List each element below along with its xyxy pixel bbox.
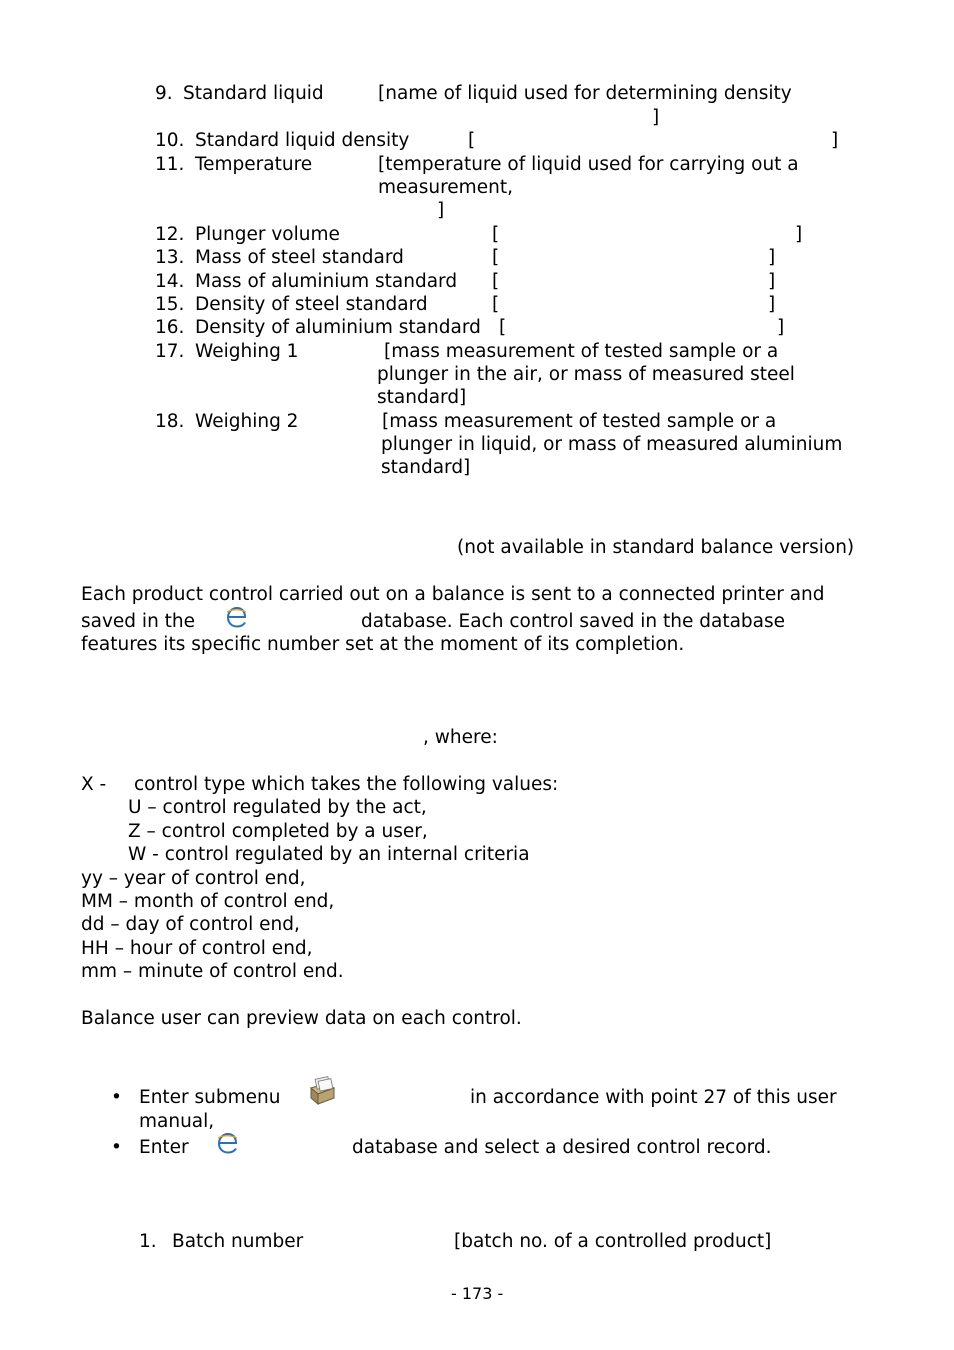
definition-text: control type which takes the following values:: [134, 774, 559, 795]
list-item-description: [temperature of liquid used for carrying out a: [378, 154, 799, 175]
list-item-label: Density of aluminium standard: [195, 317, 481, 338]
definition-key: X -: [81, 774, 107, 795]
list-item-description: standard]: [377, 387, 467, 408]
list-item-label: Standard liquid density: [195, 130, 410, 151]
card-file-box-icon: [307, 1076, 337, 1106]
list-item-label: Weighing 1: [195, 341, 299, 362]
bullet-dot: •: [111, 1087, 122, 1108]
definition-line: HH – hour of control end,: [81, 938, 313, 959]
open-bracket: [: [492, 294, 500, 315]
list-item-description: plunger in the air, or mass of measured steel: [377, 364, 795, 385]
close-bracket: ]: [831, 130, 839, 151]
close-bracket: ]: [768, 271, 776, 292]
open-bracket: [: [468, 130, 476, 151]
list-item-number: 12.: [155, 224, 185, 245]
bullet-text: database and select a desired control record.: [352, 1137, 772, 1158]
list-item-number: 17.: [155, 341, 185, 362]
list-item-number: 9.: [155, 83, 173, 104]
list-item-number: 10.: [155, 130, 185, 151]
list-item-label: Mass of aluminium standard: [195, 271, 458, 292]
list-item-description: [mass measurement of tested sample or a: [384, 341, 779, 362]
where-text: , where:: [423, 727, 498, 748]
definition-line: mm – minute of control end.: [81, 961, 344, 982]
paragraph-line: saved in the: [81, 611, 196, 632]
list-item-label: Density of steel standard: [195, 294, 428, 315]
list-item-number: 14.: [155, 271, 185, 292]
list-item-label: Mass of steel standard: [195, 247, 404, 268]
list-item-number: 1.: [139, 1231, 157, 1252]
page-number: - 173 -: [451, 1284, 504, 1303]
bullet-text: Enter: [139, 1137, 189, 1158]
list-item-label: Plunger volume: [195, 224, 340, 245]
list-item-label: Weighing 2: [195, 411, 299, 432]
bullet-text: in accordance with point 27 of this user: [470, 1087, 837, 1108]
open-bracket: [: [492, 271, 500, 292]
definition-line: yy – year of control end,: [81, 868, 306, 889]
definition-value: U – control regulated by the act,: [128, 797, 427, 818]
list-item-number: 18.: [155, 411, 185, 432]
list-item-number: 15.: [155, 294, 185, 315]
close-bracket: ]: [777, 317, 785, 338]
close-bracket: ]: [768, 247, 776, 268]
list-item-description: plunger in liquid, or mass of measured aluminium: [381, 434, 843, 455]
list-item-number: 13.: [155, 247, 185, 268]
paragraph-line: database. Each control saved in the database: [361, 611, 786, 632]
close-bracket: ]: [795, 224, 803, 245]
close-bracket: ]: [768, 294, 776, 315]
open-bracket: [: [492, 224, 500, 245]
list-item-description: [name of liquid used for determining density: [378, 83, 792, 104]
list-item-number: 16.: [155, 317, 185, 338]
definition-value: Z – control completed by a user,: [128, 821, 428, 842]
definition-line: dd – day of control end,: [81, 914, 300, 935]
list-item-description: [mass measurement of tested sample or a: [382, 411, 777, 432]
list-item-label: Batch number: [172, 1231, 304, 1252]
bullet-dot: •: [111, 1137, 122, 1158]
availability-note: (not available in standard balance version): [457, 537, 855, 558]
open-bracket: [: [499, 317, 507, 338]
list-item-description: standard]: [381, 457, 471, 478]
bullet-text: manual,: [139, 1111, 215, 1132]
e-logo-icon: [224, 604, 250, 630]
list-item-description: [batch no. of a controlled product]: [454, 1231, 772, 1252]
preview-text: Balance user can preview data on each control.: [81, 1008, 522, 1029]
paragraph-line: Each product control carried out on a balance is sent to a connected printer and: [81, 584, 825, 605]
list-item-description: ]: [437, 200, 445, 221]
list-item-description: measurement,: [378, 177, 513, 198]
definition-value: W - control regulated by an internal criteria: [128, 844, 530, 865]
list-item-label: Temperature: [195, 154, 313, 175]
list-item-description: ]: [652, 107, 660, 128]
bullet-text: Enter submenu: [139, 1087, 281, 1108]
list-item-label: Standard liquid: [183, 83, 324, 104]
definition-line: MM – month of control end,: [81, 891, 335, 912]
paragraph-line: features its specific number set at the moment of its completion.: [81, 634, 685, 655]
e-logo-icon: [215, 1130, 241, 1156]
list-item-number: 11.: [155, 154, 185, 175]
open-bracket: [: [492, 247, 500, 268]
